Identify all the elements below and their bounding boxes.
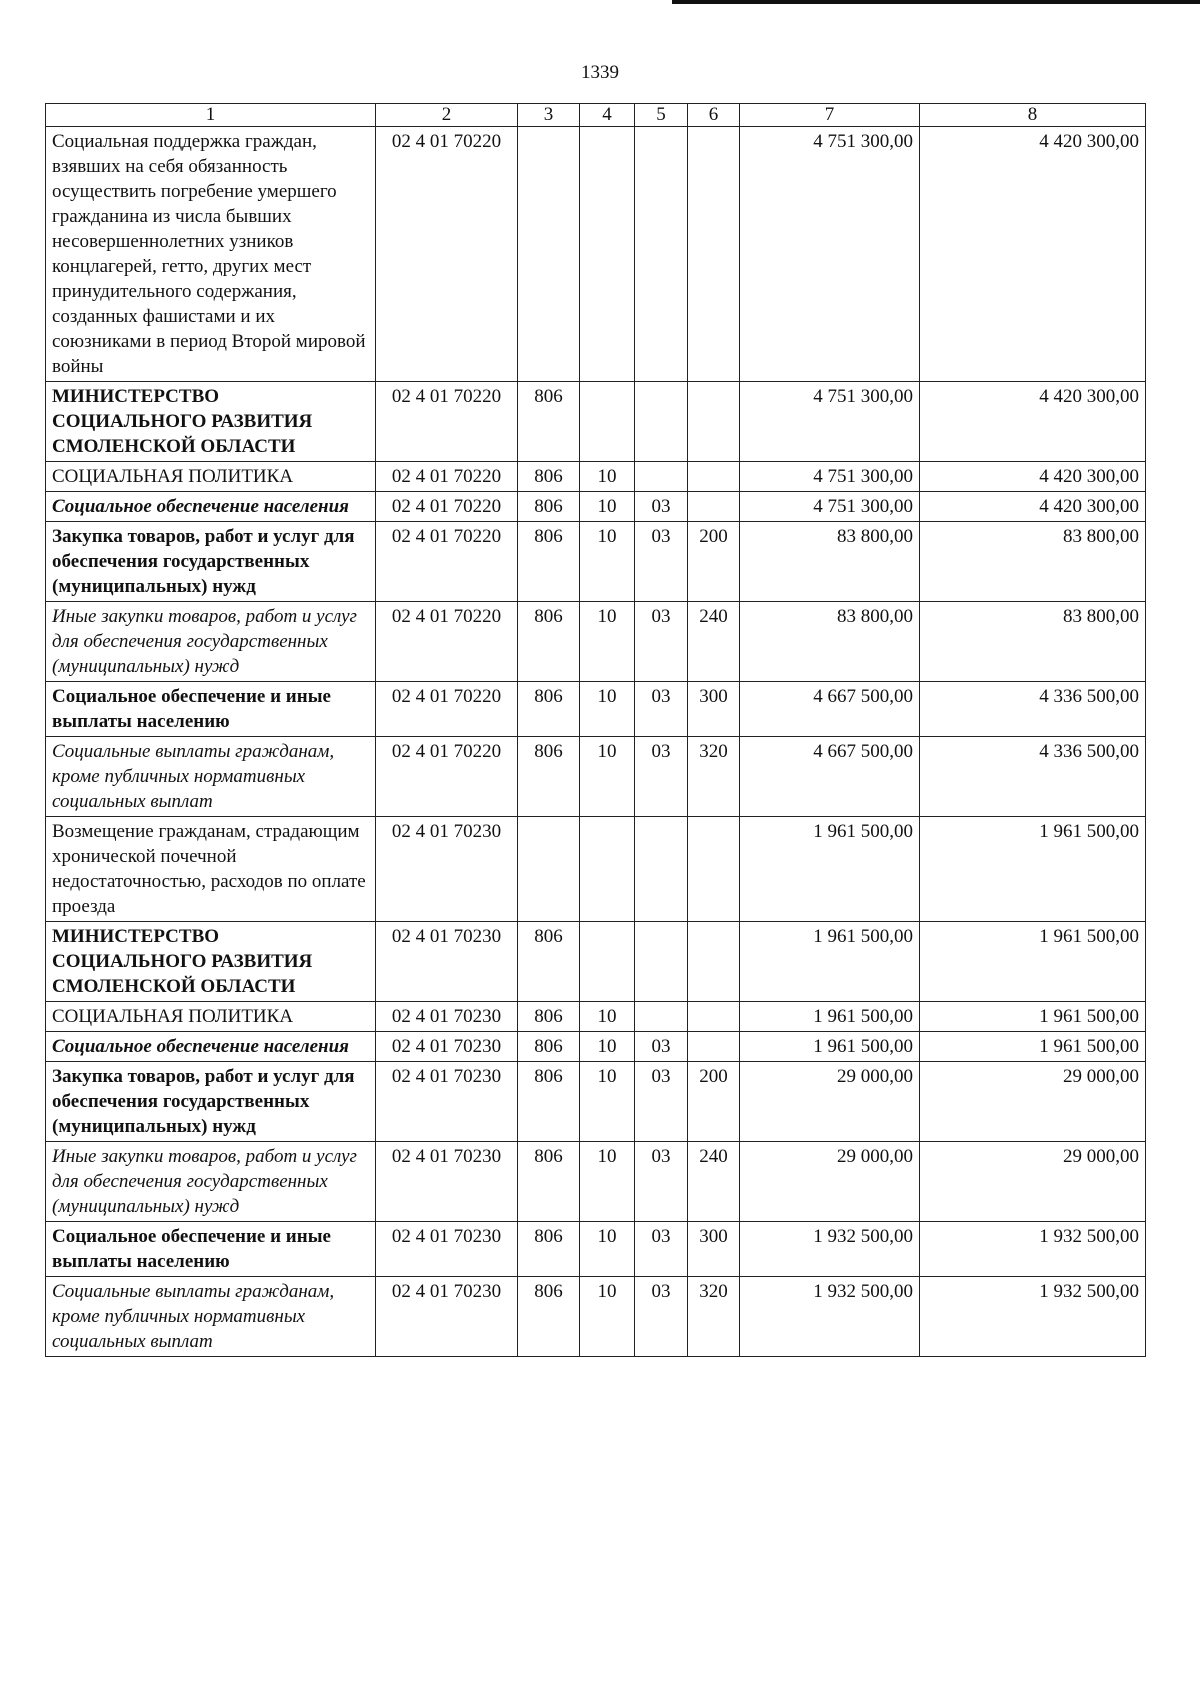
table-row: [46, 1002, 1146, 1032]
amount-year-2-cell: 4 336 500,00: [920, 682, 1146, 737]
row-name-cell: Социальное обеспечение и иные выплаты населению: [46, 682, 376, 737]
subsection-code-cell: [635, 1002, 688, 1032]
expense-type-code-cell: [688, 1002, 740, 1032]
expense-type-code-cell: 300: [688, 1222, 740, 1277]
row-name-cell: Закупка товаров, работ и услуг для обеспечения государственных (муниципальных) нужд: [46, 522, 376, 602]
amount-year-2-cell: 1 961 500,00: [920, 1032, 1146, 1062]
ministry-code-cell: 806: [518, 682, 580, 737]
expense-type-code-cell: [688, 127, 740, 382]
ministry-code-cell: 806: [518, 492, 580, 522]
table-row: [46, 1277, 1146, 1357]
target-article-code-cell: 02 4 01 70220: [376, 682, 518, 737]
column-number-row: [46, 104, 1146, 127]
target-article-code-cell: 02 4 01 70220: [376, 522, 518, 602]
ministry-code-cell: 806: [518, 602, 580, 682]
amount-year-2-cell: 1 961 500,00: [920, 1002, 1146, 1032]
subsection-code-cell: 03: [635, 1032, 688, 1062]
row-name-cell: Социальные выплаты гражданам, кроме публичных нормативных социальных выплат: [46, 737, 376, 817]
amount-year-1-cell: 1 961 500,00: [740, 817, 920, 922]
table-body: [46, 127, 1146, 1357]
amount-year-1-cell: 4 667 500,00: [740, 737, 920, 817]
amount-year-2-cell: 4 420 300,00: [920, 127, 1146, 382]
target-article-code-cell: 02 4 01 70220: [376, 462, 518, 492]
section-code-cell: 10: [580, 1032, 635, 1062]
row-name-cell: СОЦИАЛЬНАЯ ПОЛИТИКА: [46, 462, 376, 492]
amount-year-2-cell: 1 961 500,00: [920, 922, 1146, 1002]
section-code-cell: [580, 127, 635, 382]
amount-year-2-cell: 1 932 500,00: [920, 1222, 1146, 1277]
table-row: [46, 1062, 1146, 1142]
subsection-code-cell: [635, 462, 688, 492]
row-name-cell: Иные закупки товаров, работ и услуг для обеспечения государственных (муниципальных) нужд: [46, 1142, 376, 1222]
table-row: [46, 462, 1146, 492]
amount-year-1-cell: 83 800,00: [740, 602, 920, 682]
row-name-cell: Иные закупки товаров, работ и услуг для обеспечения государственных (муниципальных) нужд: [46, 602, 376, 682]
ministry-code-cell: [518, 817, 580, 922]
section-code-cell: 10: [580, 1222, 635, 1277]
target-article-code-cell: 02 4 01 70220: [376, 382, 518, 462]
amount-year-2-cell: 83 800,00: [920, 602, 1146, 682]
column-header: 2: [376, 104, 518, 127]
table-row: [46, 1032, 1146, 1062]
amount-year-1-cell: 4 667 500,00: [740, 682, 920, 737]
ministry-code-cell: 806: [518, 522, 580, 602]
amount-year-2-cell: 29 000,00: [920, 1142, 1146, 1222]
table-row: [46, 522, 1146, 602]
table-row: [46, 817, 1146, 922]
expense-type-code-cell: [688, 462, 740, 492]
ministry-code-cell: 806: [518, 1062, 580, 1142]
subsection-code-cell: 03: [635, 1142, 688, 1222]
amount-year-1-cell: 29 000,00: [740, 1062, 920, 1142]
section-code-cell: 10: [580, 1142, 635, 1222]
row-name-cell: Социальные выплаты гражданам, кроме публичных нормативных социальных выплат: [46, 1277, 376, 1357]
column-header: 8: [920, 104, 1146, 127]
subsection-code-cell: [635, 817, 688, 922]
section-code-cell: 10: [580, 1002, 635, 1032]
amount-year-2-cell: 4 420 300,00: [920, 462, 1146, 492]
table-row: [46, 602, 1146, 682]
expense-type-code-cell: [688, 1032, 740, 1062]
column-header: 7: [740, 104, 920, 127]
expense-type-code-cell: [688, 492, 740, 522]
ministry-code-cell: 806: [518, 1222, 580, 1277]
subsection-code-cell: 03: [635, 737, 688, 817]
amount-year-2-cell: 4 336 500,00: [920, 737, 1146, 817]
amount-year-2-cell: 4 420 300,00: [920, 492, 1146, 522]
row-name-cell: МИНИСТЕРСТВО СОЦИАЛЬНОГО РАЗВИТИЯ СМОЛЕНСКОЙ ОБЛАСТИ: [46, 382, 376, 462]
section-code-cell: 10: [580, 492, 635, 522]
table-row: [46, 682, 1146, 737]
table-row: [46, 382, 1146, 462]
section-code-cell: 10: [580, 682, 635, 737]
target-article-code-cell: 02 4 01 70220: [376, 492, 518, 522]
subsection-code-cell: 03: [635, 492, 688, 522]
column-header: 3: [518, 104, 580, 127]
subsection-code-cell: 03: [635, 1222, 688, 1277]
section-code-cell: [580, 922, 635, 1002]
expense-type-code-cell: 240: [688, 1142, 740, 1222]
target-article-code-cell: 02 4 01 70230: [376, 1277, 518, 1357]
section-code-cell: [580, 817, 635, 922]
column-header: 6: [688, 104, 740, 127]
ministry-code-cell: 806: [518, 462, 580, 492]
column-header: 5: [635, 104, 688, 127]
table-row: [46, 922, 1146, 1002]
amount-year-1-cell: 1 932 500,00: [740, 1277, 920, 1357]
section-code-cell: 10: [580, 737, 635, 817]
target-article-code-cell: 02 4 01 70220: [376, 602, 518, 682]
page-number: 1339: [581, 62, 619, 83]
amount-year-1-cell: 1 961 500,00: [740, 1002, 920, 1032]
amount-year-1-cell: 83 800,00: [740, 522, 920, 602]
amount-year-1-cell: 4 751 300,00: [740, 492, 920, 522]
row-name-cell: Социальное обеспечение и иные выплаты населению: [46, 1222, 376, 1277]
subsection-code-cell: [635, 127, 688, 382]
target-article-code-cell: 02 4 01 70230: [376, 1002, 518, 1032]
section-code-cell: 10: [580, 1062, 635, 1142]
target-article-code-cell: 02 4 01 70220: [376, 127, 518, 382]
ministry-code-cell: 806: [518, 737, 580, 817]
expense-type-code-cell: 300: [688, 682, 740, 737]
section-code-cell: 10: [580, 602, 635, 682]
amount-year-1-cell: 4 751 300,00: [740, 382, 920, 462]
expense-type-code-cell: 240: [688, 602, 740, 682]
subsection-code-cell: 03: [635, 1277, 688, 1357]
amount-year-1-cell: 1 961 500,00: [740, 922, 920, 1002]
section-code-cell: 10: [580, 522, 635, 602]
expense-type-code-cell: [688, 382, 740, 462]
row-name-cell: СОЦИАЛЬНАЯ ПОЛИТИКА: [46, 1002, 376, 1032]
ministry-code-cell: [518, 127, 580, 382]
ministry-code-cell: 806: [518, 922, 580, 1002]
amount-year-1-cell: 4 751 300,00: [740, 462, 920, 492]
amount-year-1-cell: 1 961 500,00: [740, 1032, 920, 1062]
target-article-code-cell: 02 4 01 70230: [376, 1222, 518, 1277]
subsection-code-cell: 03: [635, 1062, 688, 1142]
row-name-cell: Закупка товаров, работ и услуг для обеспечения государственных (муниципальных) нужд: [46, 1062, 376, 1142]
expense-type-code-cell: 320: [688, 737, 740, 817]
section-code-cell: 10: [580, 462, 635, 492]
target-article-code-cell: 02 4 01 70230: [376, 922, 518, 1002]
subsection-code-cell: [635, 382, 688, 462]
table-row: [46, 492, 1146, 522]
ministry-code-cell: 806: [518, 1142, 580, 1222]
amount-year-2-cell: 83 800,00: [920, 522, 1146, 602]
subsection-code-cell: 03: [635, 602, 688, 682]
subsection-code-cell: [635, 922, 688, 1002]
amount-year-2-cell: 29 000,00: [920, 1062, 1146, 1142]
table-row: [46, 127, 1146, 382]
target-article-code-cell: 02 4 01 70230: [376, 1032, 518, 1062]
section-code-cell: 10: [580, 1277, 635, 1357]
row-name-cell: Социальная поддержка граждан, взявших на себя обязанность осуществить погребение умершего гражданина из числа бывших несовершеннолетних узников концлагерей, гетто, других мест принудительного содержания, созданных фашистами и их союзниками в период Второй мировой войны: [46, 127, 376, 382]
column-header: 1: [46, 104, 376, 127]
section-code-cell: [580, 382, 635, 462]
row-name-cell: Социальное обеспечение населения: [46, 492, 376, 522]
expense-type-code-cell: 200: [688, 1062, 740, 1142]
subsection-code-cell: 03: [635, 682, 688, 737]
amount-year-2-cell: 4 420 300,00: [920, 382, 1146, 462]
amount-year-1-cell: 1 932 500,00: [740, 1222, 920, 1277]
expense-type-code-cell: [688, 817, 740, 922]
budget-table: [45, 103, 1146, 1357]
table-row: [46, 1142, 1146, 1222]
ministry-code-cell: 806: [518, 1277, 580, 1357]
table-row: [46, 737, 1146, 817]
row-name-cell: Социальное обеспечение населения: [46, 1032, 376, 1062]
ministry-code-cell: 806: [518, 1032, 580, 1062]
subsection-code-cell: 03: [635, 522, 688, 602]
column-header: 4: [580, 104, 635, 127]
target-article-code-cell: 02 4 01 70220: [376, 737, 518, 817]
table-row: [46, 1222, 1146, 1277]
amount-year-1-cell: 4 751 300,00: [740, 127, 920, 382]
target-article-code-cell: 02 4 01 70230: [376, 1142, 518, 1222]
target-article-code-cell: 02 4 01 70230: [376, 817, 518, 922]
row-name-cell: МИНИСТЕРСТВО СОЦИАЛЬНОГО РАЗВИТИЯ СМОЛЕНСКОЙ ОБЛАСТИ: [46, 922, 376, 1002]
amount-year-2-cell: 1 932 500,00: [920, 1277, 1146, 1357]
row-name-cell: Возмещение гражданам, страдающим хронической почечной недостаточностью, расходов по оплате проезда: [46, 817, 376, 922]
expense-type-code-cell: 200: [688, 522, 740, 602]
amount-year-1-cell: 29 000,00: [740, 1142, 920, 1222]
ministry-code-cell: 806: [518, 382, 580, 462]
ministry-code-cell: 806: [518, 1002, 580, 1032]
expense-type-code-cell: 320: [688, 1277, 740, 1357]
top-edge-rule: [672, 0, 1200, 4]
expense-type-code-cell: [688, 922, 740, 1002]
amount-year-2-cell: 1 961 500,00: [920, 817, 1146, 922]
target-article-code-cell: 02 4 01 70230: [376, 1062, 518, 1142]
